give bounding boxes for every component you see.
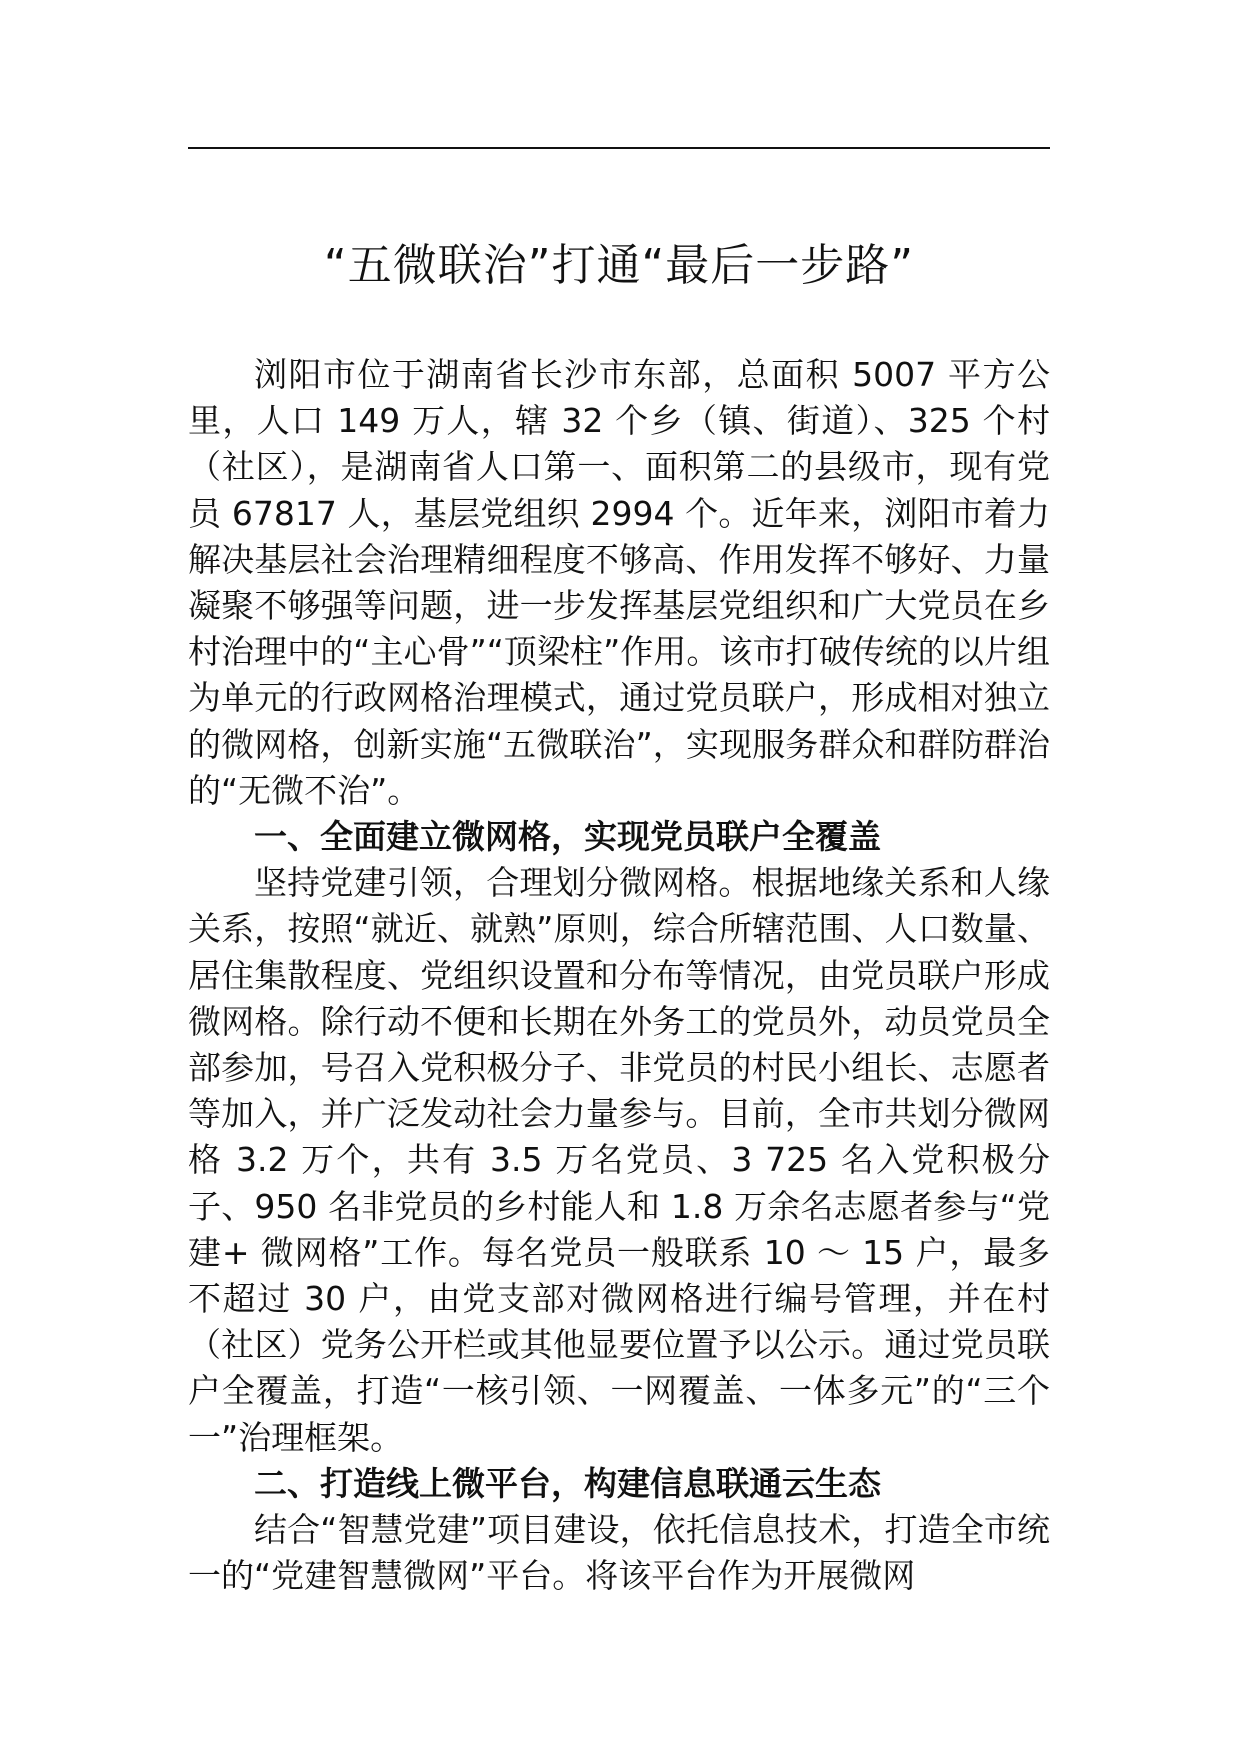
header-rule: [188, 147, 1050, 149]
section-2-heading: 二、打造线上微平台，构建信息联通云生态: [254, 1463, 881, 1503]
document-body: [188, 352, 1050, 1599]
document-title: “五微联治”打通“最后一步路”: [323, 240, 915, 291]
section-1-paragraph: 坚持党建引领，合理划分微网格。根据地缘关系和人缘关系，按照“就近、就熟”原则，综合所辖范围、人口数量、居住集散程度、党组织设置和分布等情况，由党员联户形成微网格。除行动不便和长期在外务工的党员外，动员党员全部参加，号召入党积极分子、非党员的村民小组长、志愿者等加入，并广泛发动社会力量参与。目前，全市共划分微网格 3.2 万个，共有 3.5 万名党员、3 725 名入党积极分子、950 名非党员的乡村能人和 1.8 万余名志愿者参与“党建+ 微网格”工作。每名党员一般联系 10 ～ 15 户，最多不超过 30 户，由党支部对微网格进行编号管理，并在村（社区）党务公开栏或其他显要位置予以公示。通过党员联户全覆盖，打造“一核引领、一网覆盖、一体多元”的“三个一”治理框架。: [188, 863, 1050, 1457]
section-1-heading: 一、全面建立微网格，实现党员联户全覆盖: [254, 817, 881, 857]
intro-paragraph: 浏阳市位于湖南省长沙市东部，总面积 5007 平方公里，人口 149 万人，辖 32 个乡（镇、街道）、325 个村（社区），是湖南省人口第一、面积第二的县级市，现有党员 67817 人，基层党组织 2994 个。近年来，浏阳市着力解决基层社会治理精细程度不够高、作用发挥不够好、力量凝聚不够强等问题，进一步发挥基层党组织和广大党员在乡村治理中的“主心骨”“顶梁柱”作用。该市打破传统的以片组为单元的行政网格治理模式，通过党员联户，形成相对独立的微网格，创新实施“五微联治”，实现服务群众和群防群治的“无微不治”。: [188, 355, 1050, 810]
section-2-paragraph: 结合“智慧党建”项目建设，依托信息技术，打造全市统一的“党建智慧微网”平台。将该平台作为开展微网: [188, 1510, 1050, 1596]
